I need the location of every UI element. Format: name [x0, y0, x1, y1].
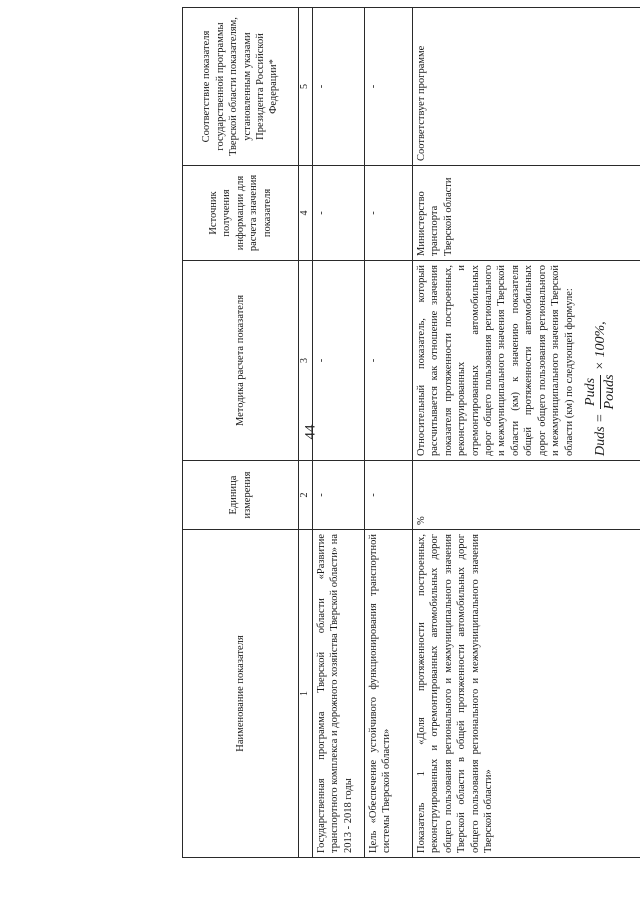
formula-numerator: Puds [582, 375, 601, 409]
row-source: Министерство транспорта Тверской области [412, 166, 640, 261]
column-number: 2 [299, 461, 313, 530]
formula-suffix: × 100%, [592, 321, 608, 371]
table-row [364, 8, 412, 858]
formula-denominator: Pouds [601, 374, 617, 410]
row-name: Показатель 1 «Доля протяженности построенных, реконструированных и отремонтированных автомобильных дорог общего пользования регионального и межмуниципального значения Тверской области в общей протяженности автомобильных дорог общего пользования регионального и межмуниципального значения Тверской области» [412, 530, 640, 858]
row-method: - [312, 261, 364, 461]
row-source: - [364, 166, 412, 261]
row-compliance: - [364, 8, 412, 166]
row-compliance: Соответствует программе [412, 8, 640, 166]
row-unit: - [364, 461, 412, 530]
rotated-table-wrapper [182, 8, 640, 858]
formula-lhs: Duds = [592, 413, 608, 456]
column-number: 3 [299, 261, 313, 461]
formula [582, 265, 619, 456]
page-number: 44 [302, 424, 319, 440]
row-method: - [364, 261, 412, 461]
column-number: 4 [299, 166, 313, 261]
table-row [312, 8, 364, 858]
indicator-table [182, 7, 640, 858]
row-compliance: - [312, 8, 364, 166]
header-source: Источник получения информации для расчета значения показателя [183, 166, 299, 261]
header-name: Наименование показателя [183, 530, 299, 858]
column-number: 5 [299, 8, 313, 166]
row-method-cell [412, 261, 640, 461]
row-unit: % [412, 461, 640, 530]
formula-fraction [582, 374, 619, 409]
row-unit: - [312, 461, 364, 530]
column-numbers-row [299, 8, 313, 858]
row-method: Относительный показатель, который рассчитывается как отношение значения показателя протяженности построенных, реконструированных и отремонтированных автомобильных дорог общего пользования регионального и межмуниципального значения Тверской области (км) к значению показателя общей протяженности автомобильных дорог общего пользования регионального и межмуниципального значения Тверской области (км) по следующей формуле: [415, 265, 575, 456]
table-header-row [183, 8, 299, 858]
header-unit: Единица измерения [183, 461, 299, 530]
row-source: - [312, 166, 364, 261]
header-method: Методика расчета показателя [183, 261, 299, 461]
row-name: Государственная программа Тверской области «Развитие транспортного комплекса и дорожного хозяйства Тверской области» на 2013 - 2018 годы [312, 530, 364, 858]
row-name: Цель «Обеспечение устойчивого функционирования транспортной системы Тверской области» [364, 530, 412, 858]
table-row [412, 8, 640, 858]
header-compliance: Соответствие показателя государственной программы Тверской области показателям, установленным указами Президента Российской Федерации* [183, 8, 299, 166]
column-number: 1 [299, 530, 313, 858]
